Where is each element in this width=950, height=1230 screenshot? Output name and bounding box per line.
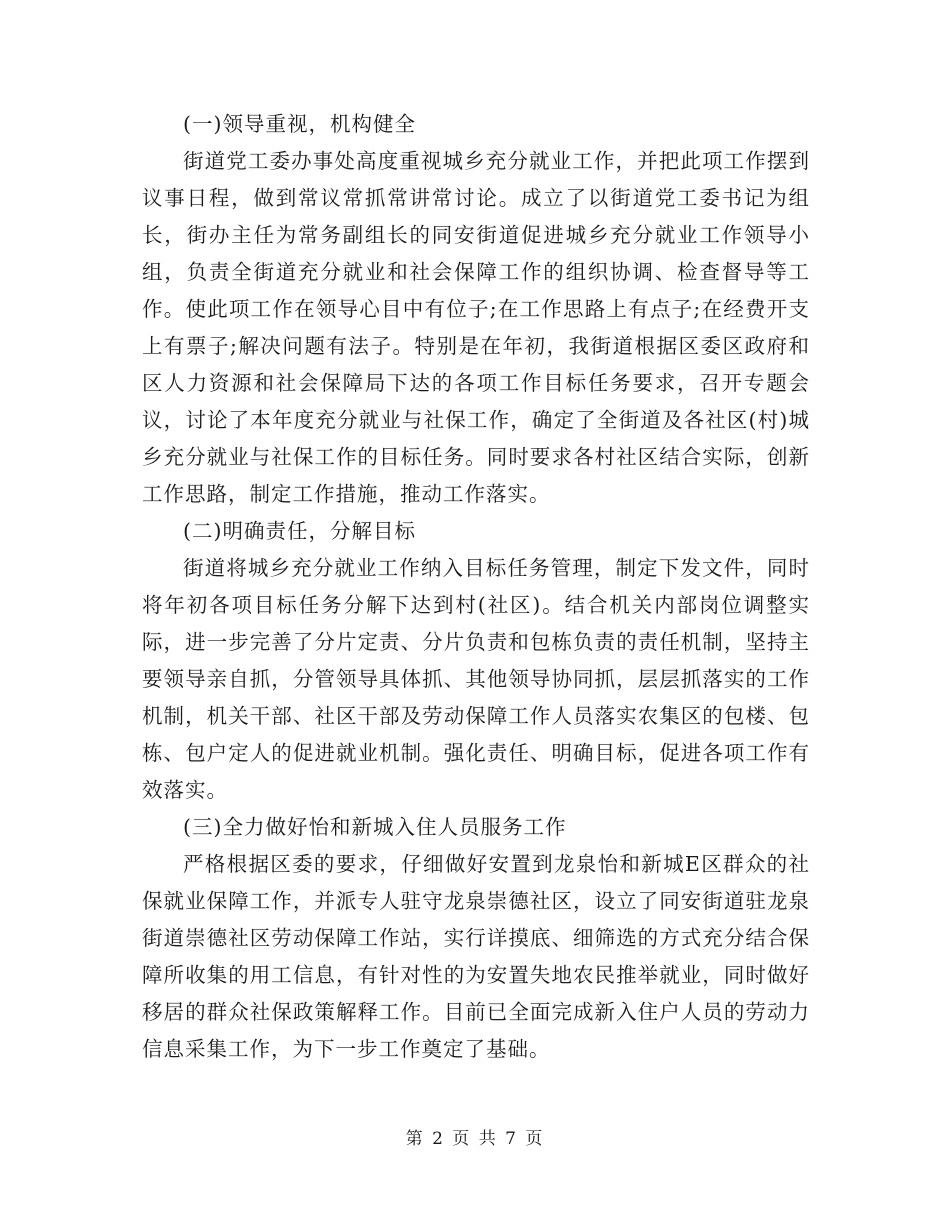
document-body [142,106,810,1068]
section-paragraph-2: 街道将城乡充分就业工作纳入目标任务管理，制定下发文件，同时将年初各项目标任务分解下达到村(社区)。结合机关内部岗位调整实际，进一步完善了分片定责、分片负责和包栋负责的责任机制，坚持主要领导亲自抓，分管领导具体抓、其他领导协同抓，层层抓落实的工作机制，机关干部、社区干部及劳动保障工作人员落实农集区的包楼、包栋、包户定人的促进就业机制。强化责任、明确目标，促进各项工作有效落实。 [142,556,810,802]
section-paragraph-3: 严格根据区委的要求，仔细做好安置到龙泉怡和新城E区群众的社保就业保障工作，并派专人驻守龙泉崇德社区，设立了同安街道驻龙泉街道崇德社区劳动保障工作站，实行详摸底、细筛选的方式充分结合保障所收集的用工信息，有针对性的为安置失地农民推举就业，同时做好移居的群众社保政策解释工作。目前已全面完成新入住户人员的劳动力信息采集工作，为下一步工作奠定了基础。 [142,852,810,1061]
section-paragraph-1: 街道党工委办事处高度重视城乡充分就业工作，并把此项工作摆到议事日程，做到常议常抓常讲常讨论。成立了以街道党工委书记为组长，街办主任为常务副组长的同安街道促进城乡充分就业工作领导小组，负责全街道充分就业和社会保障工作的组织协调、检查督导等工作。使此项工作在领导心目中有位子;在工作思路上有点子;在经费开支上有票子;解决问题有法子。特别是在年初，我街道根据区委区政府和区人力资源和社会保障局下达的各项工作目标任务要求，召开专题会议，讨论了本年度充分就业与社保工作，确定了全街道及各社区(村)城乡充分就业与社保工作的目标任务。同时要求各村社区结合实际，创新工作思路，制定工作措施，推动工作落实。 [142,149,810,506]
section-heading-3: (三)全力做好怡和新城入住人员服务工作 [183,815,567,839]
section-heading-1: (一)领导重视，机构健全 [183,112,416,136]
section-heading-2: (二)明确责任，分解目标 [183,519,416,543]
page-number-footer: 第 2 页 共 7 页 [405,1129,545,1149]
